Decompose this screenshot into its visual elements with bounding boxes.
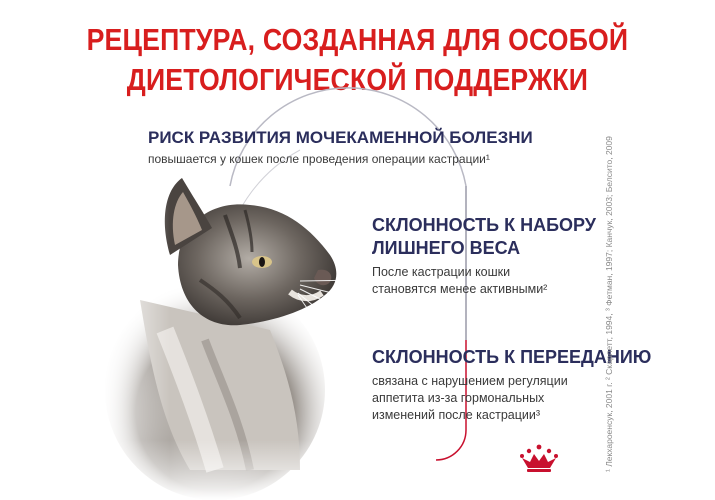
weight-gain-text-line-2: становятся менее активными² <box>372 282 548 296</box>
overeating-text-line-1: связана с нарушением регуляции <box>372 374 568 388</box>
urolithiasis-risk-block <box>148 126 533 168</box>
urolithiasis-risk-text: повышается у кошек после проведения операции кастрации¹ <box>148 152 490 166</box>
overeating-block <box>372 346 652 424</box>
weight-gain-heading-line-2: ЛИШНЕГО ВЕСА <box>372 238 521 258</box>
crown-logo <box>518 443 560 473</box>
overeating-text-line-2: аппетита из-за гормональных <box>372 391 545 405</box>
urolithiasis-risk-heading: РИСК РАЗВИТИЯ МОЧЕКАМЕННОЙ БОЛЕЗНИ <box>148 128 533 147</box>
headline-line-2: ДИЕТОЛОГИЧЕСКОЙ ПОДДЕРЖКИ <box>126 62 589 97</box>
overeating-text-line-3: изменений после кастрации³ <box>372 408 541 422</box>
headline-line-1: РЕЦЕПТУРА, СОЗДАННАЯ ДЛЯ ОСОБОЙ <box>86 22 629 57</box>
overeating-heading: СКЛОННОСТЬ К ПЕРЕЕДАНИЮ <box>372 347 652 367</box>
weight-gain-heading-line-1: СКЛОННОСТЬ К НАБОРУ <box>372 215 596 235</box>
weight-gain-block <box>372 214 596 298</box>
references-text: ¹ Лекхароенсук, 2001 г. ² Скарлетт, 1994, ³ Фетман, 1997; Канчук, 2003; Белсито, 2009 <box>604 136 614 472</box>
weight-gain-text-line-1: После кастрации кошки <box>372 265 511 279</box>
references-footnote <box>604 136 624 472</box>
